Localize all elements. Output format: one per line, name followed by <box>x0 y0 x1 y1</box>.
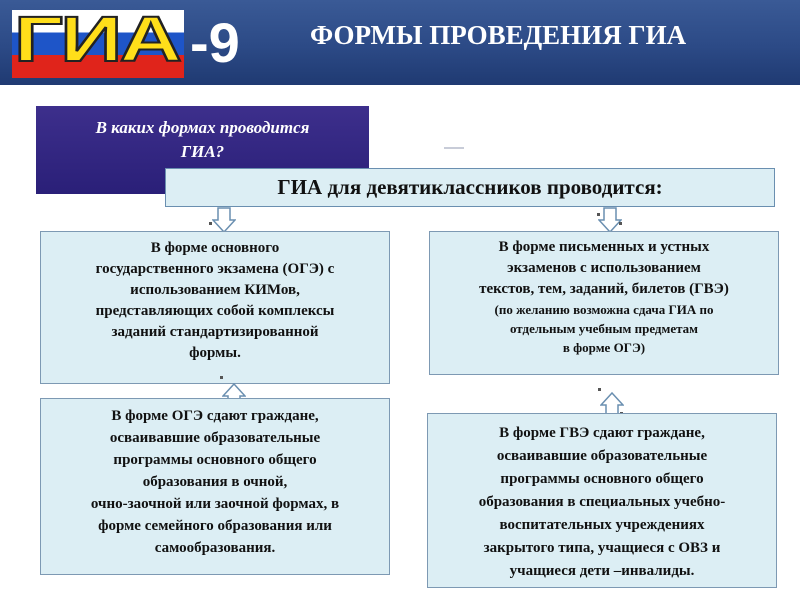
arrow-down-icon <box>598 207 622 233</box>
card-line: государственного экзамена (ОГЭ) с <box>95 261 335 277</box>
card-note-line: отдельным учебным предметам <box>509 321 699 336</box>
card-line: представляющих собой комплексы <box>95 303 335 319</box>
card-line: В форме основного <box>150 240 280 256</box>
headline-box: ГИА для девятиклассников проводится: <box>165 168 775 207</box>
card-line: очно-заочной или заочной формах, в <box>90 496 340 512</box>
card-line: осваивавшие образовательные <box>109 430 321 446</box>
card-line: экзаменов с использованием <box>507 260 701 276</box>
card-line: заданий стандартизированной <box>111 324 319 340</box>
card-line: программы основного общего <box>500 471 704 487</box>
dot-marker <box>220 376 223 379</box>
card-note-line: (по желанию возможна сдача ГИА по <box>494 302 714 317</box>
card-line: В форме ОГЭ сдают граждане, <box>111 408 319 424</box>
gve-participants-card <box>427 413 777 588</box>
card-note-line: в форме ОГЭ) <box>562 340 646 355</box>
page-title: ФОРМЫ ПРОВЕДЕНИЯ ГИА <box>310 20 687 50</box>
card-line: образования в очной, <box>142 474 288 490</box>
card-line: текстов, тем, заданий, билетов (ГВЭ) <box>479 281 729 297</box>
card-line: программы основного общего <box>113 452 317 468</box>
logo-text: ГИА <box>14 3 180 75</box>
question-line-1: В каких формах проводится <box>95 118 310 137</box>
dot-marker <box>619 222 622 225</box>
card-line: использованием КИМов, <box>130 282 300 298</box>
card-line: В форме письменных и устных <box>498 239 710 255</box>
dot-marker <box>598 388 601 391</box>
dot-marker <box>209 222 212 225</box>
card-line: формы. <box>189 345 241 361</box>
card-line: закрытого типа, учащиеся с ОВЗ и <box>483 540 721 556</box>
question-line-2: ГИА? <box>180 142 225 161</box>
oge-participants-card <box>40 398 390 575</box>
arrow-down-icon <box>212 207 236 233</box>
card-line: форме семейного образования или <box>98 518 332 534</box>
card-line: самообразования. <box>154 540 276 556</box>
card-line: воспитательных учреждениях <box>499 517 705 533</box>
card-line: учащиеся дети –инвалиды. <box>509 563 695 579</box>
gve-form-card <box>429 231 779 375</box>
dot-marker <box>597 213 600 216</box>
card-line: осваивавшие образовательные <box>496 448 708 464</box>
divider-dash <box>444 147 464 149</box>
card-line: В форме ГВЭ сдают граждане, <box>499 425 705 441</box>
oge-form-card <box>40 231 390 384</box>
grade-label: -9 <box>190 11 240 74</box>
card-line: образования в специальных учебно- <box>478 494 726 510</box>
